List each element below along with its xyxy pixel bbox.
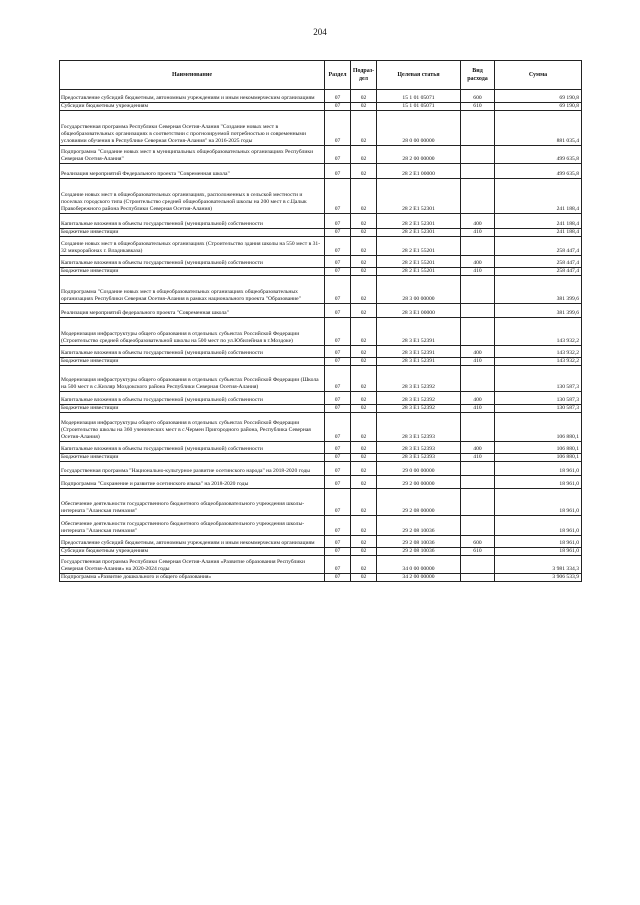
row-amount: 18 961,0 bbox=[495, 476, 582, 489]
row-section: 07 bbox=[325, 256, 351, 268]
row-amount: 258 447,4 bbox=[495, 268, 582, 276]
row-target: 29 2 00 00000 bbox=[377, 476, 461, 489]
row-amount: 241 188,4 bbox=[495, 214, 582, 229]
row-subsection: 02 bbox=[351, 392, 377, 405]
row-name: Создание новых мест в общеобразовательных организациях, расположенных в сельской местности и поселках городского типа (Строительство средней общеобразовательной школы на 200 мест в с.Цалык Правобережного района Республики Северная Осетия-Алания) bbox=[60, 179, 325, 214]
row-subsection: 02 bbox=[351, 179, 377, 214]
row-name: Субсидии бюджетным учреждениям bbox=[60, 548, 325, 556]
row-amount: 106 880,1 bbox=[495, 454, 582, 462]
row-expense-type: 600 bbox=[461, 536, 495, 548]
row-target: 28 2 Е1 52301 bbox=[377, 229, 461, 237]
row-section: 07 bbox=[325, 268, 351, 276]
row-name: Создание новых мест в общеобразовательных организациях (Строительство здания школы на 550 мест в 31-32 микрорайонах г. Владикавказа) bbox=[60, 237, 325, 256]
row-amount: 18 961,0 bbox=[495, 536, 582, 548]
row-target: 28 3 00 00000 bbox=[377, 276, 461, 304]
row-name: Подпрограмма "Сохранение и развитие осетинского языка" на 2018-2020 годы bbox=[60, 476, 325, 489]
table-row bbox=[60, 90, 582, 103]
row-expense-type bbox=[461, 476, 495, 489]
row-subsection: 02 bbox=[351, 548, 377, 556]
table-row bbox=[60, 462, 582, 476]
row-target: 28 3 Е1 00000 bbox=[377, 304, 461, 318]
table-row bbox=[60, 476, 582, 489]
row-target: 28 2 Е1 55201 bbox=[377, 268, 461, 276]
row-name: Предоставление субсидий бюджетным, автономным учреждениям и иным некоммерческим организациям bbox=[60, 536, 325, 548]
row-amount: 106 880,1 bbox=[495, 442, 582, 454]
table-row bbox=[60, 146, 582, 164]
row-expense-type: 400 bbox=[461, 256, 495, 268]
row-section: 07 bbox=[325, 179, 351, 214]
row-expense-type bbox=[461, 556, 495, 574]
row-target: 28 2 00 00000 bbox=[377, 146, 461, 164]
row-name: Бюджетные инвестиции bbox=[60, 268, 325, 276]
table-row bbox=[60, 304, 582, 318]
budget-table bbox=[59, 60, 582, 582]
row-section: 07 bbox=[325, 318, 351, 346]
row-name: Капитальные вложения в объекты государственной (муниципальной) собственности bbox=[60, 392, 325, 405]
row-amount: 18 961,0 bbox=[495, 489, 582, 516]
row-amount: 130 587,3 bbox=[495, 405, 582, 413]
row-target: 28 3 Е1 52392 bbox=[377, 392, 461, 405]
row-target: 29 2 08 10036 bbox=[377, 516, 461, 536]
row-subsection: 02 bbox=[351, 268, 377, 276]
table-row bbox=[60, 489, 582, 516]
row-name: Модернизация инфраструктуры общего образования в отдельных субъектах Российской Федерации (Школа на 500 мест в с.Кизляр Моздокского района Республики Северная Осетия-Алания) bbox=[60, 366, 325, 392]
row-section: 07 bbox=[325, 454, 351, 462]
table-body bbox=[60, 90, 582, 582]
row-section: 07 bbox=[325, 462, 351, 476]
table-row bbox=[60, 358, 582, 366]
row-amount: 241 188,4 bbox=[495, 179, 582, 214]
row-section: 07 bbox=[325, 358, 351, 366]
page-number: 204 bbox=[313, 27, 327, 37]
row-name: Капитальные вложения в объекты государственной (муниципальной) собственности bbox=[60, 346, 325, 358]
row-section: 07 bbox=[325, 103, 351, 111]
row-subsection: 02 bbox=[351, 164, 377, 179]
table-row bbox=[60, 548, 582, 556]
row-name: Реализация мероприятий федерального проекта "Современная школа" bbox=[60, 304, 325, 318]
row-name: Государственная программа "Национально-культурное развитие осетинского народа" на 2018-2020 годы bbox=[60, 462, 325, 476]
row-amount: 499 635,8 bbox=[495, 146, 582, 164]
row-amount: 18 961,0 bbox=[495, 548, 582, 556]
table-row bbox=[60, 574, 582, 582]
table-header-row bbox=[60, 61, 582, 90]
row-expense-type: 400 bbox=[461, 392, 495, 405]
row-name: Подпрограмма «Развитие дошкольного и общего образования» bbox=[60, 574, 325, 582]
table-row bbox=[60, 442, 582, 454]
table-row bbox=[60, 516, 582, 536]
row-expense-type bbox=[461, 489, 495, 516]
row-expense-type: 410 bbox=[461, 454, 495, 462]
row-name: Субсидии бюджетным учреждениям bbox=[60, 103, 325, 111]
table-row bbox=[60, 536, 582, 548]
row-amount: 381 399,6 bbox=[495, 304, 582, 318]
row-amount: 258 447,4 bbox=[495, 256, 582, 268]
row-amount: 106 880,1 bbox=[495, 413, 582, 442]
table-row bbox=[60, 237, 582, 256]
row-subsection: 02 bbox=[351, 489, 377, 516]
row-subsection: 02 bbox=[351, 346, 377, 358]
row-section: 07 bbox=[325, 489, 351, 516]
row-subsection: 02 bbox=[351, 476, 377, 489]
row-target: 28 3 Е1 52391 bbox=[377, 318, 461, 346]
row-subsection: 02 bbox=[351, 276, 377, 304]
table-row bbox=[60, 366, 582, 392]
row-amount: 69 190,8 bbox=[495, 103, 582, 111]
table-row bbox=[60, 392, 582, 405]
row-name: Модернизация инфраструктуры общего образования в отдельных субъектах Российской Федерации (Строительство средней общеобразовательной школы на 500 мест по ул.Юбилейная в г.Моздоке) bbox=[60, 318, 325, 346]
row-name: Подпрограмма "Создание новых мест в общеобразовательных организациях общеобразовательных организациях Республики Северная Осетия-Алания в рамках национального проекта "Образование" bbox=[60, 276, 325, 304]
row-name: Бюджетные инвестиции bbox=[60, 405, 325, 413]
row-name: Государственная программа Республики Северная Осетия-Алания "Создание новых мест в общеобразовательных организациях в соответствии с прогнозируемой потребностью и современными условиями обучения в Республике Северная Осетия-Алания" на 2016-2025 годы bbox=[60, 111, 325, 146]
table-row bbox=[60, 103, 582, 111]
row-subsection: 02 bbox=[351, 229, 377, 237]
row-subsection: 02 bbox=[351, 304, 377, 318]
table-row bbox=[60, 454, 582, 462]
table-row bbox=[60, 229, 582, 237]
row-subsection: 02 bbox=[351, 358, 377, 366]
row-amount: 143 932,2 bbox=[495, 318, 582, 346]
table-row bbox=[60, 276, 582, 304]
row-amount: 241 188,4 bbox=[495, 229, 582, 237]
header-name: Наименование bbox=[60, 61, 325, 90]
header-subsection: Подраз-дел bbox=[351, 61, 377, 90]
row-subsection: 02 bbox=[351, 556, 377, 574]
row-target: 15 1 01 05071 bbox=[377, 103, 461, 111]
row-expense-type bbox=[461, 413, 495, 442]
row-section: 07 bbox=[325, 366, 351, 392]
row-name: Капитальные вложения в объекты государственной (муниципальной) собственности bbox=[60, 256, 325, 268]
table-row bbox=[60, 164, 582, 179]
row-subsection: 02 bbox=[351, 318, 377, 346]
row-target: 28 3 Е1 52392 bbox=[377, 405, 461, 413]
row-target: 29 2 08 00000 bbox=[377, 489, 461, 516]
row-target: 28 3 Е1 52391 bbox=[377, 346, 461, 358]
row-target: 29 2 08 10036 bbox=[377, 548, 461, 556]
row-target: 28 3 Е1 52391 bbox=[377, 358, 461, 366]
row-section: 07 bbox=[325, 164, 351, 179]
header-expense-type: Вид расхода bbox=[461, 61, 495, 90]
row-subsection: 02 bbox=[351, 103, 377, 111]
row-expense-type bbox=[461, 366, 495, 392]
row-amount: 18 961,0 bbox=[495, 516, 582, 536]
row-section: 07 bbox=[325, 111, 351, 146]
row-name: Бюджетные инвестиции bbox=[60, 229, 325, 237]
row-section: 07 bbox=[325, 237, 351, 256]
row-expense-type bbox=[461, 146, 495, 164]
row-amount: 143 932,2 bbox=[495, 346, 582, 358]
row-section: 07 bbox=[325, 229, 351, 237]
row-expense-type bbox=[461, 516, 495, 536]
row-expense-type: 610 bbox=[461, 103, 495, 111]
row-section: 07 bbox=[325, 90, 351, 103]
row-amount: 499 635,8 bbox=[495, 164, 582, 179]
row-expense-type: 400 bbox=[461, 442, 495, 454]
table-row bbox=[60, 318, 582, 346]
row-subsection: 02 bbox=[351, 146, 377, 164]
row-target: 28 3 Е1 52393 bbox=[377, 442, 461, 454]
row-section: 07 bbox=[325, 548, 351, 556]
row-subsection: 02 bbox=[351, 516, 377, 536]
row-target: 28 3 Е1 52393 bbox=[377, 454, 461, 462]
row-target: 28 0 00 00000 bbox=[377, 111, 461, 146]
row-expense-type: 410 bbox=[461, 229, 495, 237]
row-expense-type bbox=[461, 318, 495, 346]
header-target: Целевая статья bbox=[377, 61, 461, 90]
header-section: Раздел bbox=[325, 61, 351, 90]
row-section: 07 bbox=[325, 556, 351, 574]
row-section: 07 bbox=[325, 516, 351, 536]
row-expense-type bbox=[461, 304, 495, 318]
row-expense-type: 410 bbox=[461, 268, 495, 276]
row-name: Обеспечение деятельности государственного бюджетного общеобразовательного учреждения школы-интерната "Аланская гимназия" bbox=[60, 516, 325, 536]
row-name: Модернизация инфраструктуры общего образования в отдельных субъектах Российской Федерации (Строительство школы на 360 ученических мест в с.Чермен Пригородного района, Республика Северная Осетия-Алания) bbox=[60, 413, 325, 442]
row-amount: 3 981 334,3 bbox=[495, 556, 582, 574]
row-subsection: 02 bbox=[351, 442, 377, 454]
row-subsection: 02 bbox=[351, 237, 377, 256]
row-subsection: 02 bbox=[351, 536, 377, 548]
table-row bbox=[60, 268, 582, 276]
row-amount: 130 587,3 bbox=[495, 366, 582, 392]
row-name: Бюджетные инвестиции bbox=[60, 454, 325, 462]
row-amount: 258 447,4 bbox=[495, 237, 582, 256]
row-target: 28 2 Е1 52301 bbox=[377, 214, 461, 229]
row-section: 07 bbox=[325, 442, 351, 454]
row-section: 07 bbox=[325, 574, 351, 582]
row-expense-type bbox=[461, 111, 495, 146]
row-expense-type bbox=[461, 179, 495, 214]
row-name: Государственная программа Республики Северная Осетия-Алания «Развитие образования Республики Северная Осетия-Алания» на 2020-2024 годы bbox=[60, 556, 325, 574]
row-subsection: 02 bbox=[351, 454, 377, 462]
row-target: 15 1 01 05071 bbox=[377, 90, 461, 103]
row-amount: 69 190,8 bbox=[495, 90, 582, 103]
row-expense-type bbox=[461, 462, 495, 476]
row-section: 07 bbox=[325, 405, 351, 413]
row-target: 34 0 00 00000 bbox=[377, 556, 461, 574]
row-target: 28 2 Е1 55201 bbox=[377, 237, 461, 256]
row-subsection: 02 bbox=[351, 574, 377, 582]
table-row bbox=[60, 556, 582, 574]
header-amount: Сумма bbox=[495, 61, 582, 90]
row-section: 07 bbox=[325, 476, 351, 489]
row-subsection: 02 bbox=[351, 111, 377, 146]
row-target: 28 2 Е1 55201 bbox=[377, 256, 461, 268]
row-target: 29 2 08 10036 bbox=[377, 536, 461, 548]
table-row bbox=[60, 111, 582, 146]
row-section: 07 bbox=[325, 392, 351, 405]
row-amount: 143 932,2 bbox=[495, 358, 582, 366]
row-name: Капитальные вложения в объекты государственной (муниципальной) собственности bbox=[60, 214, 325, 229]
row-subsection: 02 bbox=[351, 90, 377, 103]
row-target: 28 2 Е1 52301 bbox=[377, 179, 461, 214]
row-amount: 881 035,4 bbox=[495, 111, 582, 146]
row-expense-type: 400 bbox=[461, 346, 495, 358]
row-subsection: 02 bbox=[351, 256, 377, 268]
row-subsection: 02 bbox=[351, 462, 377, 476]
table-row bbox=[60, 179, 582, 214]
table-row bbox=[60, 256, 582, 268]
row-target: 34 2 00 00000 bbox=[377, 574, 461, 582]
row-expense-type: 400 bbox=[461, 214, 495, 229]
row-expense-type: 410 bbox=[461, 358, 495, 366]
row-name: Предоставление субсидий бюджетным, автономным учреждениям и иным некоммерческим организациям bbox=[60, 90, 325, 103]
row-section: 07 bbox=[325, 214, 351, 229]
row-target: 28 3 Е1 52392 bbox=[377, 366, 461, 392]
row-section: 07 bbox=[325, 346, 351, 358]
row-expense-type bbox=[461, 237, 495, 256]
row-subsection: 02 bbox=[351, 214, 377, 229]
row-subsection: 02 bbox=[351, 413, 377, 442]
row-name: Бюджетные инвестиции bbox=[60, 358, 325, 366]
row-subsection: 02 bbox=[351, 366, 377, 392]
row-section: 07 bbox=[325, 146, 351, 164]
table-row bbox=[60, 346, 582, 358]
row-expense-type: 610 bbox=[461, 548, 495, 556]
row-subsection: 02 bbox=[351, 405, 377, 413]
row-amount: 381 399,6 bbox=[495, 276, 582, 304]
row-section: 07 bbox=[325, 276, 351, 304]
table-row bbox=[60, 214, 582, 229]
table-row bbox=[60, 405, 582, 413]
row-name: Реализация мероприятий Федерального проекта "Современная школа" bbox=[60, 164, 325, 179]
row-expense-type bbox=[461, 276, 495, 304]
row-section: 07 bbox=[325, 536, 351, 548]
row-section: 07 bbox=[325, 304, 351, 318]
row-expense-type bbox=[461, 164, 495, 179]
row-expense-type: 410 bbox=[461, 405, 495, 413]
row-target: 28 3 Е1 52393 bbox=[377, 413, 461, 442]
row-name: Обеспечение деятельности государственного бюджетного общеобразовательного учреждения школы-интерната "Аланская гимназия" bbox=[60, 489, 325, 516]
row-expense-type: 600 bbox=[461, 90, 495, 103]
row-name: Подпрограмма "Создание новых мест в муниципальных общеобразовательных организациях Республики Северная Осетия-Алания" bbox=[60, 146, 325, 164]
table-row bbox=[60, 413, 582, 442]
row-target: 28 2 Е1 00000 bbox=[377, 164, 461, 179]
row-section: 07 bbox=[325, 413, 351, 442]
row-expense-type bbox=[461, 574, 495, 582]
row-name: Капитальные вложения в объекты государственной (муниципальной) собственности bbox=[60, 442, 325, 454]
row-amount: 130 587,3 bbox=[495, 392, 582, 405]
row-amount: 18 961,0 bbox=[495, 462, 582, 476]
row-target: 29 0 00 00000 bbox=[377, 462, 461, 476]
row-amount: 3 906 533,9 bbox=[495, 574, 582, 582]
